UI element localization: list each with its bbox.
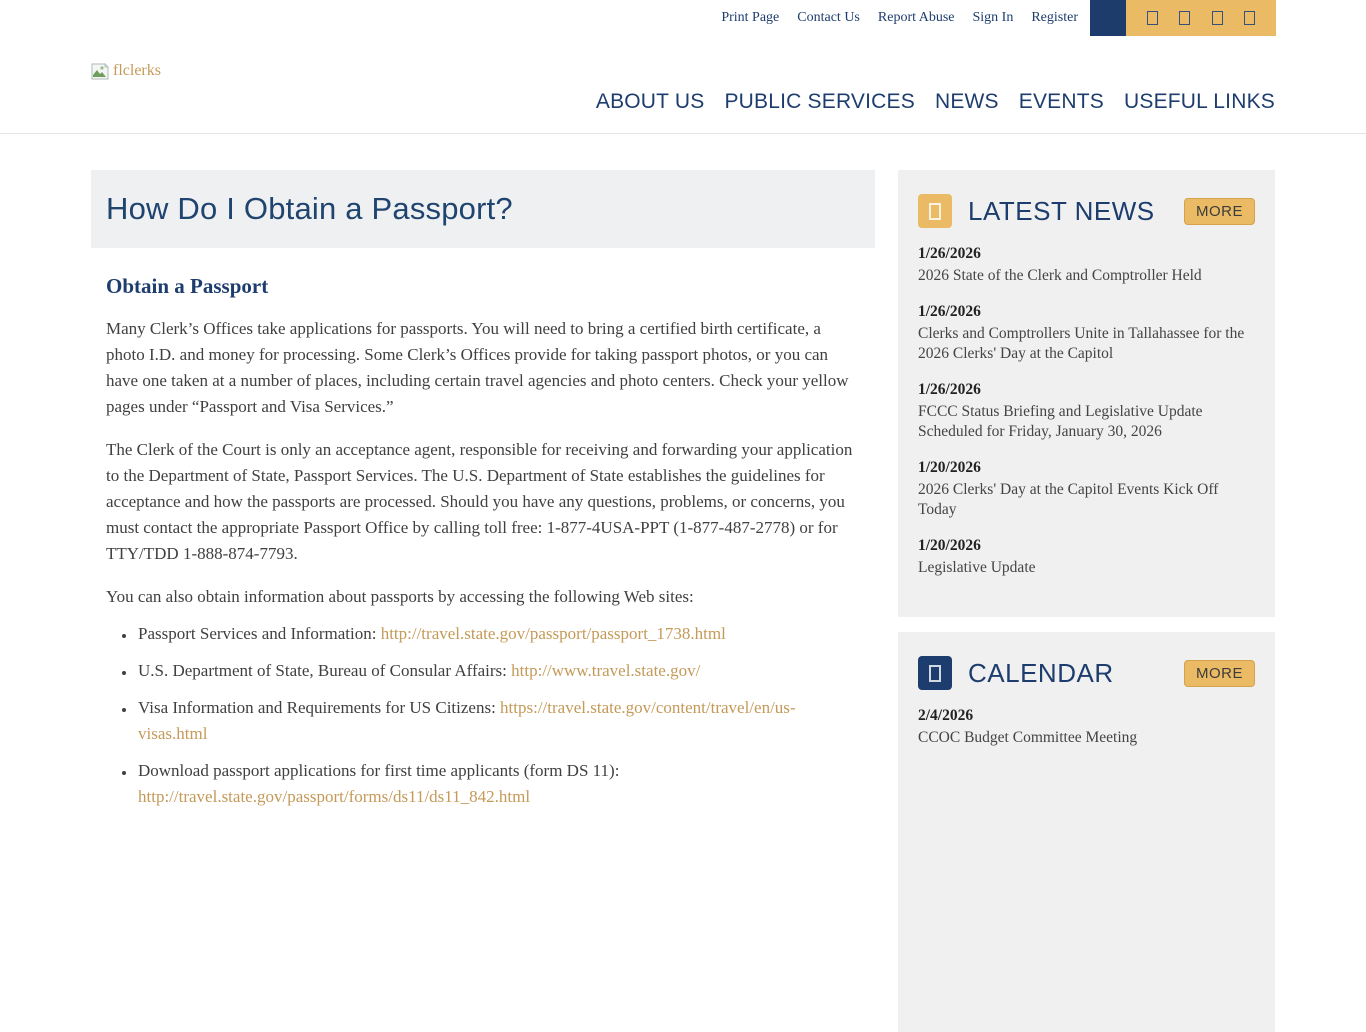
bullet-link[interactable]: http://travel.state.gov/passport/forms/ds11/ds11_842.html	[138, 787, 531, 806]
topbar-link[interactable]: Sign In	[972, 10, 1014, 25]
list-item	[136, 758, 860, 810]
news-item-title[interactable]: Clerks and Comptrollers Unite in Tallahassee for the 2026 Clerks' Day at the Capitol	[918, 325, 1245, 362]
paragraphs	[91, 316, 875, 610]
news-item-title[interactable]: 2026 Clerks' Day at the Capitol Events Kick Off Today	[918, 481, 1219, 518]
bullet-label: U.S. Department of State, Bureau of Consular Affairs:	[138, 661, 512, 680]
bullet-link[interactable]: https://travel.state.gov/content/travel/en/us-visas.html	[138, 698, 796, 743]
news-item[interactable]	[918, 380, 1255, 442]
calendar-icon	[918, 656, 952, 690]
topbar-blocks	[1090, 0, 1276, 36]
broken-image-icon	[91, 63, 110, 80]
calendar-title: CALENDAR	[968, 657, 1114, 688]
topbar-link[interactable]: Print Page	[721, 10, 780, 25]
list-item	[136, 621, 860, 647]
bullet-label: Visa Information and Requirements for US Citizens:	[138, 698, 501, 717]
nav-item[interactable]: USEFUL LINKS	[1124, 90, 1275, 113]
calendar-item-title[interactable]: CCOC Budget Committee Meeting	[918, 729, 1138, 746]
news-item-title[interactable]: 2026 State of the Clerk and Comptroller Held	[918, 267, 1202, 284]
news-item[interactable]	[918, 244, 1255, 286]
section-heading: Obtain a Passport	[106, 274, 269, 298]
logo-link[interactable]	[91, 62, 161, 80]
content	[0, 134, 1366, 1032]
news-item-title[interactable]: Legislative Update	[918, 559, 1036, 576]
nav-item[interactable]: PUBLIC SERVICES	[724, 90, 915, 113]
calendar-header	[918, 656, 1255, 690]
social-icon[interactable]	[1212, 11, 1223, 25]
main-nav	[596, 90, 1275, 114]
page-title: How Do I Obtain a Passport?	[106, 191, 513, 226]
topbar-link[interactable]: Register	[1031, 10, 1078, 25]
news-item-date: 1/26/2026	[918, 381, 981, 398]
calendar-item-date: 2/4/2026	[918, 707, 974, 724]
latest-news-header	[918, 194, 1255, 228]
page-title-banner	[91, 170, 875, 248]
topbar-link[interactable]: Report Abuse	[877, 10, 955, 25]
calendar-panel	[898, 632, 1275, 1032]
news-more-button[interactable]: MORE	[1184, 198, 1255, 225]
news-icon	[918, 194, 952, 228]
search-button[interactable]	[1090, 0, 1126, 36]
social-icon[interactable]	[1179, 11, 1190, 25]
calendar-items	[918, 706, 1255, 748]
social-bar	[1126, 0, 1276, 36]
topbar	[0, 0, 1366, 36]
news-item-date: 1/26/2026	[918, 245, 981, 262]
bullet-label: Download passport applications for first time applicants (form DS 11):	[138, 761, 620, 780]
site-header	[0, 36, 1366, 134]
bullet-label: Passport Services and Information:	[138, 624, 381, 643]
bullet-link[interactable]: http://travel.state.gov/passport/passport_1738.html	[380, 624, 726, 643]
nav-item[interactable]: ABOUT US	[595, 90, 705, 113]
news-item[interactable]	[918, 302, 1255, 364]
latest-news-panel	[898, 170, 1275, 617]
sidebar	[898, 170, 1275, 1032]
calendar-more-button[interactable]: MORE	[1184, 660, 1255, 687]
news-items	[918, 244, 1255, 578]
news-item-title[interactable]: FCCC Status Briefing and Legislative Update Scheduled for Friday, January 30, 2026	[918, 403, 1203, 440]
topbar-link[interactable]: Contact Us	[797, 10, 860, 25]
links-list	[106, 621, 860, 810]
social-icon[interactable]	[1147, 11, 1158, 25]
paragraph: You can also obtain information about passports by accessing the following Web sites:	[106, 587, 694, 606]
list-item	[136, 658, 860, 684]
bullet-link[interactable]: http://www.travel.state.gov/	[511, 661, 701, 680]
article	[91, 170, 875, 810]
nav-item[interactable]: EVENTS	[1018, 90, 1104, 113]
latest-news-title: LATEST NEWS	[968, 195, 1155, 226]
news-item-date: 1/20/2026	[918, 459, 981, 476]
social-icon[interactable]	[1244, 11, 1255, 25]
news-item[interactable]	[918, 536, 1255, 578]
calendar-item[interactable]	[918, 706, 1255, 748]
topbar-links	[721, 0, 1078, 36]
logo-text: flclerks	[113, 62, 161, 79]
news-item-date: 1/20/2026	[918, 537, 981, 554]
list-item	[136, 695, 860, 747]
paragraph: Many Clerk’s Offices take applications for passports. You will need to bring a certified birth certificate, a photo I.D. and money for processing. Some Clerk’s Offices provide for taking passport photos, or you can have one taken at a number of places, including certain travel agencies and photo centers. Check your yellow pages under “Passport and Visa Services.”	[106, 319, 849, 416]
news-item[interactable]	[918, 458, 1255, 520]
nav-item[interactable]: NEWS	[934, 90, 999, 113]
news-item-date: 1/26/2026	[918, 303, 981, 320]
paragraph: The Clerk of the Court is only an acceptance agent, responsible for receiving and forwarding your application to the Department of State, Passport Services. The U.S. Department of State establishes the guidelines for acceptance and how the passports are processed. Should you have any questions, problems, or concerns, you must contact the appropriate Passport Office by calling toll free: 1-877-4USA-PPT (1-877-487-2778) or for TTY/TDD 1-888-874-7793.	[106, 440, 853, 563]
